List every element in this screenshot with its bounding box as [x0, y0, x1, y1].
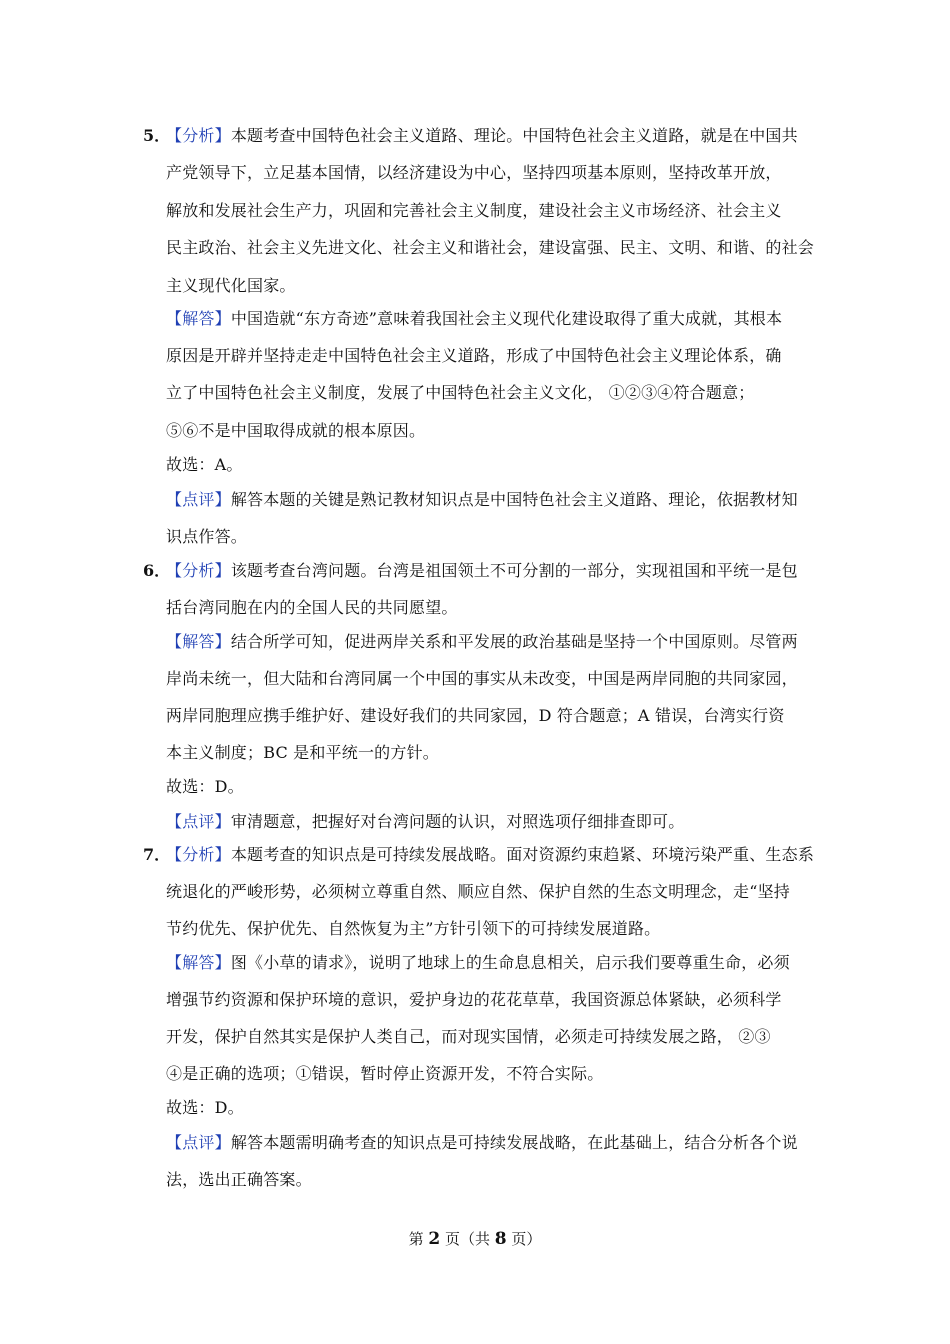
comment-line: 【点评】解答本题需明确考查的知识点是可持续发展战略，在此基础上，结合分析各个说: [166, 1133, 798, 1152]
answer-line: 立了中国特色社会主义制度，发展了中国特色社会主义文化， ①②③④符合题意；: [166, 383, 755, 402]
comment-tag: 【点评】: [166, 812, 231, 831]
comment-line: 【点评】审清题意，把握好对台湾问题的认识，对照选项仔细排查即可。: [166, 812, 685, 831]
answer-line: 岸尚未统一，但大陆和台湾同属一个中国的事实从未改变，中国是两岸同胞的共同家园，: [166, 669, 798, 688]
analysis-tag: 【分析】: [166, 845, 231, 864]
page-number: 2: [428, 1229, 441, 1249]
analysis-line: 【分析】该题考查台湾问题。台湾是祖国领土不可分割的一部分，实现祖国和平统一是包: [166, 561, 798, 580]
choice-line: 故选：D。: [166, 1098, 244, 1117]
total-pages: 8: [494, 1229, 507, 1249]
analysis-line: 解放和发展社会生产力，巩固和完善社会主义制度，建设社会主义市场经济、社会主义: [166, 201, 782, 220]
analysis-line: 节约优先、保护优先、自然恢复为主”方针引领下的可持续发展道路。: [166, 919, 661, 938]
choice-line: 故选：A。: [166, 455, 243, 474]
analysis-tag: 【分析】: [166, 561, 231, 580]
question-number: 5．: [143, 126, 171, 145]
answer-line: ④是正确的选项；①错误，暂时停止资源开发，不符合实际。: [166, 1064, 604, 1083]
answer-line: 增强节约资源和保护环境的意识，爱护身边的花花草草，我国资源总体紧缺，必须科学: [166, 990, 782, 1009]
answer-line: 【解答】结合所学可知，促进两岸关系和平发展的政治基础是坚持一个中国原则。尽管两: [166, 632, 798, 651]
analysis-line: 主义现代化国家。: [166, 276, 296, 295]
answer-tag: 【解答】: [166, 309, 231, 328]
question-number: 7．: [143, 845, 171, 864]
question-number: 6．: [143, 561, 171, 580]
comment-tag: 【点评】: [166, 1133, 231, 1152]
analysis-line: 民主政治、社会主义先进文化、社会主义和谐社会，建设富强、民主、文明、和谐、的社会: [166, 238, 815, 257]
analysis-tag: 【分析】: [166, 126, 231, 145]
answer-line: 开发，保护自然其实是保护人类自己，而对现实国情，必须走可持续发展之路， ②③: [166, 1027, 771, 1046]
answer-tag: 【解答】: [166, 632, 231, 651]
analysis-line: 【分析】本题考查中国特色社会主义道路、理论。中国特色社会主义道路，就是在中国共: [166, 126, 798, 145]
choice-line: 故选：D。: [166, 777, 244, 796]
analysis-line: 括台湾同胞在内的全国人民的共同愿望。: [166, 598, 458, 617]
answer-line: 两岸同胞理应携手维护好、建设好我们的共同家园，D 符合题意；A 错误，台湾实行资: [166, 706, 785, 725]
page-footer: 第 2 页（共 8 页）: [408, 1229, 542, 1249]
answer-tag: 【解答】: [166, 953, 231, 972]
answer-line: 【解答】图《小草的请求》，说明了地球上的生命息息相关，启示我们要尊重生命，必须: [166, 953, 790, 972]
answer-line: ⑤⑥不是中国取得成就的根本原因。: [166, 421, 426, 440]
comment-tag: 【点评】: [166, 490, 231, 509]
comment-line: 法，选出正确答案。: [166, 1170, 312, 1189]
answer-line: 原因是开辟并坚持走走中国特色社会主义道路，形成了中国特色社会主义理论体系，确: [166, 346, 782, 365]
comment-line: 识点作答。: [166, 527, 248, 546]
analysis-line: 产党领导下，立足基本国情，以经济建设为中心，坚持四项基本原则，坚持改革开放，: [166, 163, 782, 182]
analysis-line: 统退化的严峻形势，必须树立尊重自然、顺应自然、保护自然的生态文明理念，走“坚持: [166, 882, 790, 901]
answer-line: 本主义制度；BC 是和平统一的方针。: [166, 743, 439, 762]
answer-line: 【解答】中国造就“东方奇迹”意味着我国社会主义现代化建设取得了重大成就，其根本: [166, 309, 783, 328]
analysis-line: 【分析】本题考查的知识点是可持续发展战略。面对资源约束趋紧、环境污染严重、生态系: [166, 845, 815, 864]
comment-line: 【点评】解答本题的关键是熟记教材知识点是中国特色社会主义道路、理论，依据教材知: [166, 490, 798, 509]
